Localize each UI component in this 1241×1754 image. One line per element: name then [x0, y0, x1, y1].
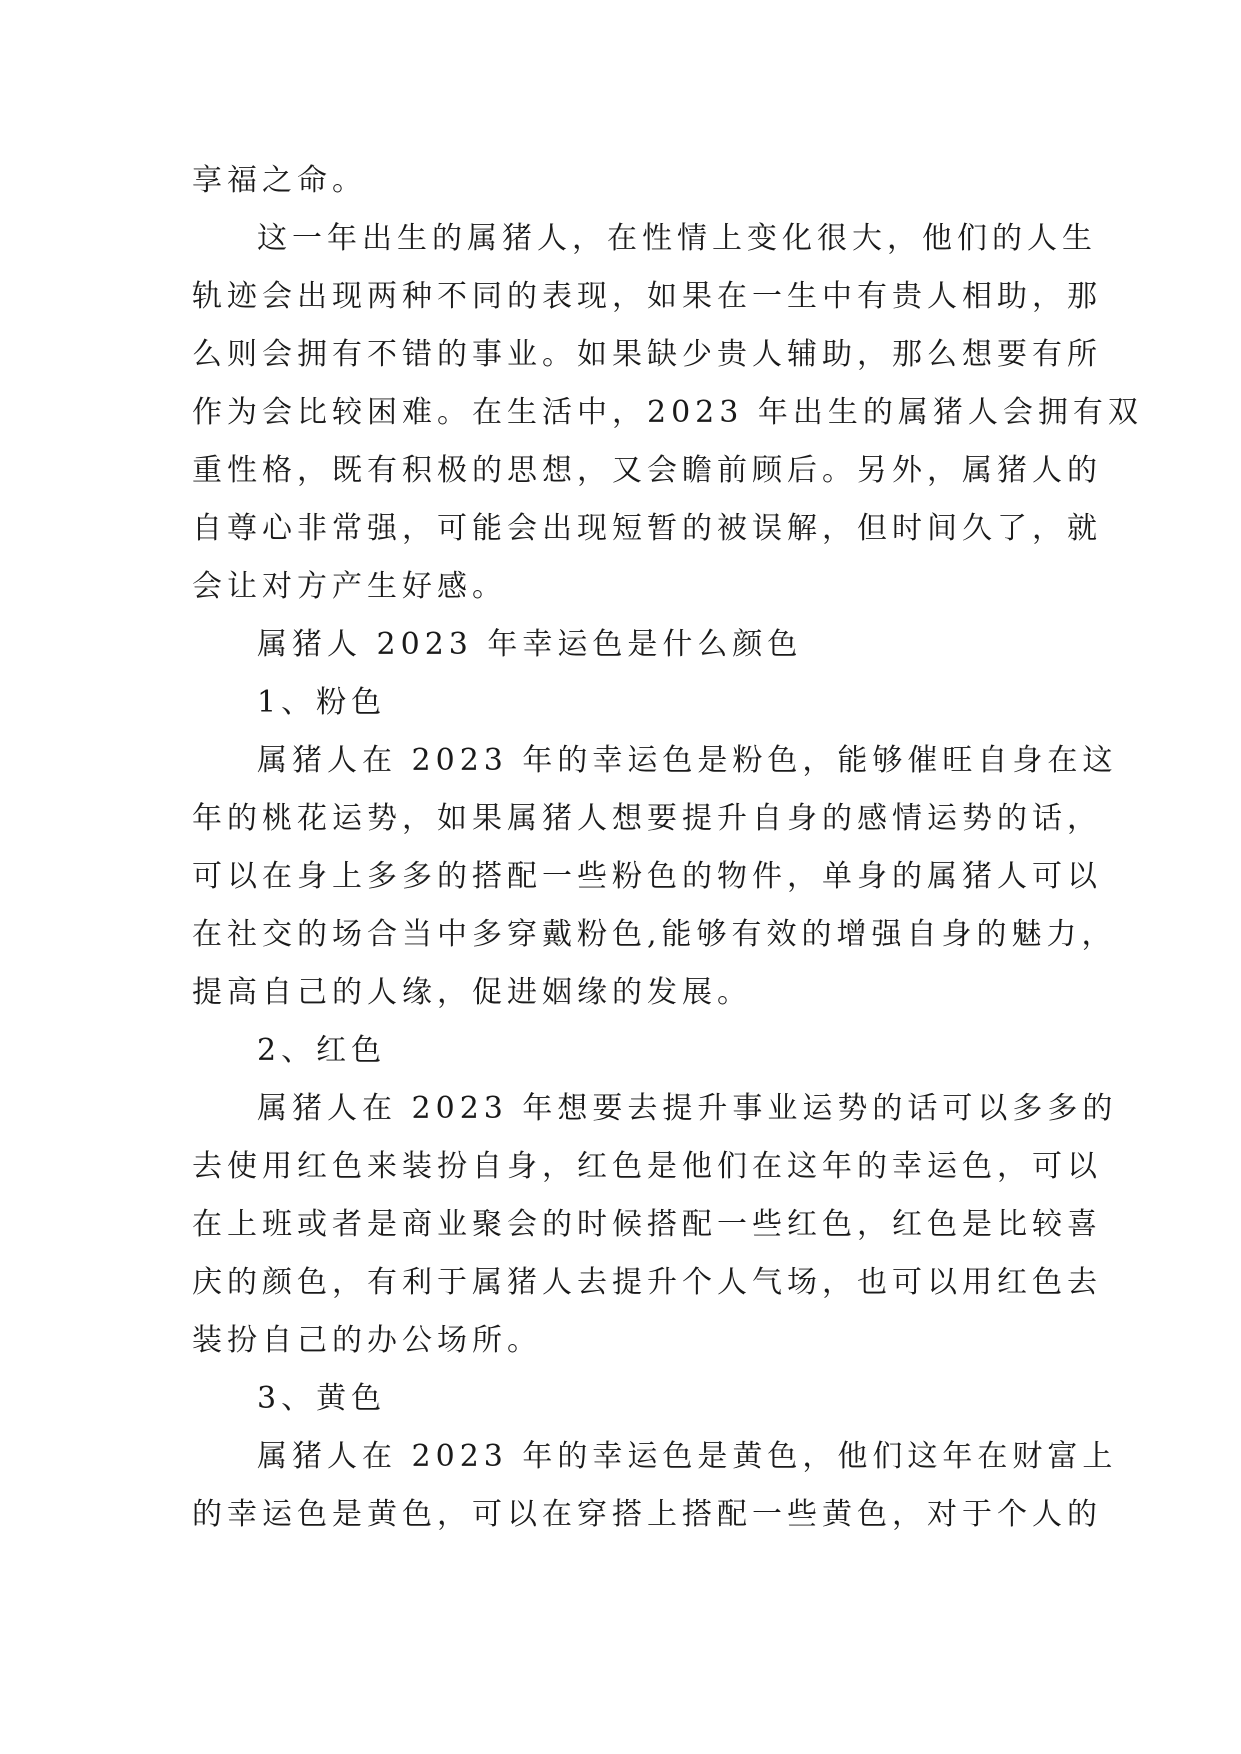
text-line: 么则会拥有不错的事业。如果缺少贵人辅助，那么想要有所	[192, 337, 1102, 372]
text-line: 会让对方产生好感。	[192, 569, 507, 604]
text-line: 属猪人在 2023 年的幸运色是粉色，能够催旺自身在这	[257, 743, 1118, 778]
text-line: 2、红色	[257, 1033, 387, 1068]
text-line: 轨迹会出现两种不同的表现，如果在一生中有贵人相助，那	[192, 279, 1102, 314]
text-line: 年的桃花运势，如果属猪人想要提升自身的感情运势的话，	[192, 801, 1102, 836]
text-line: 属猪人在 2023 年想要去提升事业运势的话可以多多的	[257, 1091, 1118, 1126]
text-line: 享福之命。	[192, 163, 367, 198]
text-line: 庆的颜色，有利于属猪人去提升个人气场，也可以用红色去	[192, 1265, 1102, 1300]
text-line: 1、粉色	[257, 685, 387, 720]
text-line: 作为会比较困难。在生活中，2023 年出生的属猪人会拥有双	[192, 395, 1143, 430]
text-line: 自尊心非常强，可能会出现短暂的被误解，但时间久了，就	[192, 511, 1102, 546]
text-line: 这一年出生的属猪人，在性情上变化很大，他们的人生	[257, 221, 1097, 256]
text-line: 提高自己的人缘，促进姻缘的发展。	[192, 975, 752, 1010]
text-line: 在上班或者是商业聚会的时候搭配一些红色，红色是比较喜	[192, 1207, 1102, 1242]
text-line: 属猪人在 2023 年的幸运色是黄色，他们这年在财富上	[257, 1439, 1118, 1474]
text-line: 可以在身上多多的搭配一些粉色的物件，单身的属猪人可以	[192, 859, 1102, 894]
document-body	[192, 152, 1143, 1544]
text-line: 重性格，既有积极的思想，又会瞻前顾后。另外，属猪人的	[192, 453, 1102, 488]
text-line: 去使用红色来装扮自身，红色是他们在这年的幸运色，可以	[192, 1149, 1102, 1184]
text-line: 的幸运色是黄色，可以在穿搭上搭配一些黄色，对于个人的	[192, 1497, 1102, 1532]
text-line: 在社交的场合当中多穿戴粉色,能够有效的增强自身的魅力，	[192, 917, 1117, 952]
text-line: 属猪人 2023 年幸运色是什么颜色	[257, 627, 803, 662]
text-line: 装扮自己的办公场所。	[192, 1323, 542, 1358]
text-line: 3、黄色	[257, 1381, 387, 1416]
